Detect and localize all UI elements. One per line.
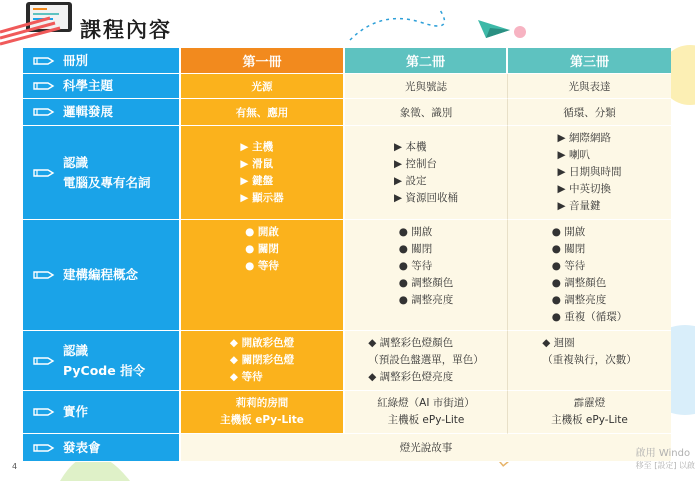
- row-label-cell: [23, 99, 181, 126]
- list: [240, 135, 283, 211]
- header-vol2: 第二冊: [345, 48, 508, 74]
- list-item: ● 調整顏色: [398, 277, 454, 289]
- list: [345, 391, 507, 433]
- cell-vol1: [181, 331, 345, 391]
- header-vol1: 第一冊: [181, 48, 345, 74]
- list-item: ▶ 網際網路: [557, 132, 611, 144]
- list-item: ◆ 調整彩色燈顏色: [368, 337, 454, 349]
- list-item: ● 開啟: [551, 226, 586, 238]
- row-label-line2: PyCode 指令: [63, 362, 146, 378]
- curriculum-table: [23, 48, 671, 462]
- list-item: （重複執行，次數）: [542, 354, 637, 366]
- page-number: 4: [12, 462, 18, 471]
- decoration-circle-pink: [514, 26, 526, 38]
- list-item: 主機板 ePy-Lite: [220, 414, 304, 426]
- list-item: ▶ 鍵盤: [240, 174, 274, 187]
- row-label-cell: [23, 391, 181, 434]
- cell-vol3: 光與表達: [508, 74, 671, 99]
- cell-vol2: 象徵、識別: [345, 99, 508, 126]
- header-label: 冊別: [63, 52, 89, 68]
- list: [542, 331, 637, 373]
- list-item: 主機板 ePy-Lite: [551, 414, 628, 426]
- list-item: ● 開啟: [398, 226, 433, 238]
- list-item: ● 關閉: [551, 243, 586, 255]
- list-item: ◆ 調整彩色燈亮度: [368, 371, 454, 383]
- row-label: 發表會: [63, 439, 101, 455]
- pencil-icon: [33, 269, 55, 281]
- row-label: 建構編程概念: [63, 267, 139, 282]
- list-item: ● 等待: [551, 260, 586, 272]
- list-item: 主機板 ePy-Lite: [387, 414, 465, 426]
- list-item: ▶ 本機: [394, 140, 427, 153]
- pencil-icon: [33, 442, 55, 454]
- list-item: 霹靂燈: [573, 397, 606, 409]
- cell-vol2: [345, 391, 508, 434]
- row-logic: [23, 99, 671, 126]
- list-item: ● 關閉: [245, 243, 279, 255]
- list-item: ◆ 開啟彩色燈: [229, 337, 295, 349]
- header-row: [23, 48, 671, 74]
- list-item: ▶ 設定: [394, 174, 427, 187]
- watermark: [636, 448, 695, 472]
- list-item: ▶ 主機: [240, 140, 274, 153]
- list-item: ● 等待: [398, 260, 433, 272]
- decoration-dashed-line: [350, 10, 445, 40]
- list-item: （預設色盤選單，單色）: [368, 354, 484, 366]
- row-label-cell: [23, 434, 181, 462]
- cell-vol1: [181, 220, 345, 331]
- cell-vol2: [345, 126, 508, 220]
- list-item: 莉莉的房間: [235, 397, 289, 409]
- list-item: ▶ 顯示器: [240, 191, 284, 204]
- pencil-icon: [33, 55, 55, 67]
- cell-vol3: [508, 220, 671, 331]
- cell-vol2: [345, 331, 508, 391]
- cell-merged: 燈光說故事: [181, 434, 671, 462]
- cell-vol3: [508, 331, 671, 391]
- list: [368, 331, 484, 390]
- list: [399, 220, 454, 313]
- row-label: 實作: [63, 404, 89, 419]
- list-item: ▶ 喇叭: [557, 149, 590, 161]
- list-item: ▶ 控制台: [394, 157, 437, 170]
- header-label-cell: [23, 48, 181, 74]
- page-title: 課程內容: [80, 18, 172, 42]
- pencil-icon: [33, 106, 55, 118]
- list: [181, 391, 343, 433]
- cell-vol1: 光源: [181, 74, 345, 99]
- list-item: ▶ 音量鍵: [557, 200, 601, 212]
- row-label: 科學主題: [63, 78, 114, 93]
- pencil-icon: [33, 167, 55, 179]
- cell-vol1: 有無、應用: [181, 99, 345, 126]
- list: [508, 391, 671, 433]
- list-item: 紅綠燈（AI 市街道）: [377, 397, 475, 409]
- list-item: ● 調整顏色: [551, 277, 607, 289]
- list: [245, 220, 279, 279]
- cell-vol1: [181, 126, 345, 220]
- row-terms: [23, 126, 671, 220]
- list-item: ▶ 中英切換: [557, 183, 611, 195]
- list: [230, 331, 294, 390]
- cell-vol1: [181, 391, 345, 434]
- cell-vol3: 循環、分類: [508, 99, 671, 126]
- pencil-icon: [33, 80, 55, 92]
- row-presentation: [23, 434, 671, 462]
- cell-vol2: 光與號誌: [345, 74, 508, 99]
- row-commands: [23, 331, 671, 391]
- list-item: ● 等待: [245, 260, 279, 272]
- row-concepts: [23, 220, 671, 331]
- row-label: 邏輯發展: [63, 104, 114, 119]
- row-label-cell: [23, 331, 181, 391]
- list-item: ● 調整亮度: [551, 294, 607, 306]
- watermark-line2: 移至 [設定] 以啟: [635, 461, 695, 470]
- list: [394, 135, 458, 211]
- list-item: ▶ 滑鼠: [240, 157, 274, 170]
- row-practice: [23, 391, 671, 434]
- list-item: ● 開啟: [245, 226, 279, 238]
- list-item: ◆ 等待: [229, 371, 263, 383]
- row-label-cell: [23, 126, 181, 220]
- cell-vol2: [345, 220, 508, 331]
- row-label-line2: 電腦及專有名詞: [63, 174, 151, 190]
- list-item: ● 調整亮度: [398, 294, 454, 306]
- row-label-cell: [23, 220, 181, 331]
- cell-vol3: [508, 391, 671, 434]
- pencil-icon: [33, 406, 55, 418]
- row-label-line1: 認識: [63, 342, 89, 358]
- header-vol3: 第三冊: [508, 48, 671, 74]
- list: [552, 220, 628, 330]
- list-item: ● 關閉: [398, 243, 433, 255]
- pencil-icon: [33, 355, 55, 367]
- list: [558, 126, 622, 219]
- row-label-line1: 認識: [63, 154, 89, 170]
- list-item: ● 重複（循環）: [551, 311, 628, 323]
- list-item: ◆ 迴圈: [542, 337, 575, 349]
- list-item: ▶ 日期與時間: [557, 166, 622, 178]
- row-theme: [23, 74, 671, 99]
- row-label-cell: [23, 74, 181, 99]
- watermark-line1: 啟用 Windo: [635, 448, 691, 459]
- cell-vol3: [508, 126, 671, 220]
- list-item: ▶ 資源回收桶: [394, 191, 458, 204]
- list-item: ◆ 關閉彩色燈: [229, 354, 295, 366]
